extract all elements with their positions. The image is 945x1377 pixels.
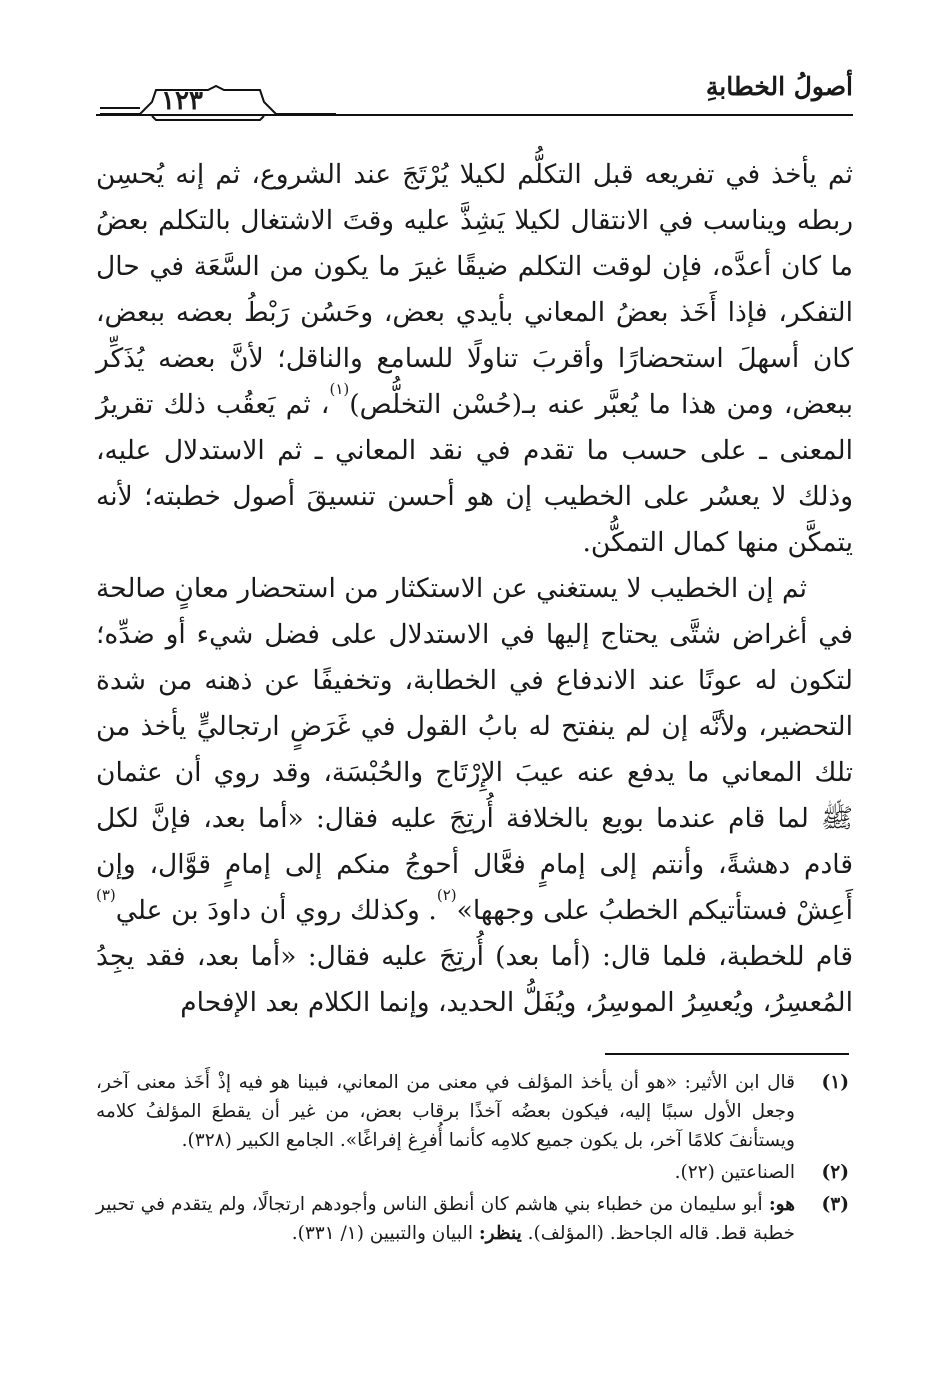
footnote-ref-3[interactable]: (٣): [96, 886, 116, 904]
footnote-separator: [605, 1053, 849, 1055]
paragraph-2-end: قام للخطبة، فلما قال: (أما بعد) أُرتِجَ عليه فقال: «أما بعد، فقد يجِدُ المُعسِرُ، ويُعسِرُ الموسِرُ، ويُفَلُّ الحديد، وإنما الكلام بعد الإفحام: [96, 941, 853, 1018]
paragraph-1-text: ثم يأخذ في تفريعه قبل التكلُّم لكيلا يُرْتَجَ عند الشروع، ثم إنه يُحسِن ربطه ويناسب في الانتقال لكيلا يَشِذَّ عليه وقتَ الاشتغال بالتكلم بعضُ ما كان أعدَّه، فإن لوقت التكلم ضيقًا غيرَ ما يكون من السَّعَة في حال التفكر، فإذا أَخَذ بعضُ المعاني بأيدي بعض، وحَسُن رَبْطُ بعضه ببعض، كان أسهلَ استحضارًا وأقربَ تناولًا للسامع والناقل؛ لأنَّ بعضه يُذَكِّر ببعض، ومن هذا ما يُعبَّر عنه بـ(حُسْن التخلُّص): [96, 159, 853, 420]
footnotes: [96, 1068, 849, 1251]
footnote-3: [96, 1190, 849, 1248]
paragraph-2-text: ثم إن الخطيب لا يستغني عن الاستكثار من استحضار معانٍ صالحة في أغراض شتَّى يحتاج إليها في الاستدلال على فضل شيء أو ضدِّه؛ لتكون له عونًا عند الاندفاع في الخطابة، وتخفيفًا عن ذهنه من شدة التحضير، ولأنَّه إن لم ينفتح له بابُ القول في غَرَضٍ ارتجاليٍّ يأخذ من تلك المعاني ما يدفع عنه عيبَ الإِرْتَاج والحُبْسَة، وقد روي أن عثمان ﷺ لما قام عندما بويع بالخلافة أُرتِجَ عليه فقال: «أما بعد، فإنَّ لكل قادم دهشةً، وأنتم إلى إمامٍ فعَّال أحوجُ منكم إلى إمامٍ قوَّال، وإن أَعِشْ فستأتيكم الخطبُ على وجهها»: [96, 573, 854, 926]
footnote-ref-2[interactable]: (٢): [436, 886, 457, 904]
footnote-1: [96, 1068, 849, 1155]
paragraph-2: [96, 566, 853, 1026]
footnote-label: هو:: [768, 1194, 795, 1215]
footnote-text: الصناعتين (٢٢).: [674, 1162, 795, 1183]
footnote-2: [96, 1158, 849, 1187]
footnote-number: (٣): [821, 1194, 849, 1215]
footnote-ref-1[interactable]: (١): [329, 380, 350, 398]
running-title: أصولُ الخطابةِ: [705, 72, 853, 101]
footnote-see-text: البيان والتبيين (١/ ٣٣١).: [291, 1223, 479, 1244]
paragraph-2-continuation: . وكذلك روي أن داودَ بن علي: [115, 895, 437, 926]
paragraph-1-continuation: ، ثم يَعقُب ذلك تقريرُ المعنى ـ على حسب ما تقدم في نقد المعاني ـ ثم الاستدلال عليه، وذلك لا يعسُر على الخطيب إن هو أحسن تنسيقَ أصول خطبته؛ لأنه يتمكَّن منها كمال التمكُّن.: [96, 389, 853, 558]
paragraph-1: [96, 152, 853, 566]
footnote-text: أبو سليمان من خطباء بني هاشم كان أنطق الناس وأجودهم ارتجالًا، ولم يتقدم في تحبير خطبة قط. قاله الجاحظ. (المؤلف).: [96, 1194, 795, 1244]
footnote-see-label: ينظر:: [478, 1223, 522, 1244]
footnote-number: (١): [821, 1072, 849, 1093]
page-number: ١٢٣: [161, 86, 203, 116]
page-number-ornament: [96, 84, 336, 124]
footnote-number: (٢): [821, 1162, 849, 1183]
page-header: [96, 70, 853, 122]
footnote-text: قال ابن الأثير: «هو أن يأخذ المؤلف في معنى من المعاني، فبينا هو فيه إذْ أَخَذ معنى آخر، وجعل الأول سببًا إليه، فيكون بعضُه آخذًا برقاب بعض، من غير أن يقطعَ المؤلفُ كلامه ويستأنفَ كلامًا آخر، بل يكون جميع كلامِه كأنما أُفرِغ إفراغًا». الجامع الكبير (٣٢٨).: [96, 1072, 795, 1151]
main-text: [96, 152, 853, 1026]
